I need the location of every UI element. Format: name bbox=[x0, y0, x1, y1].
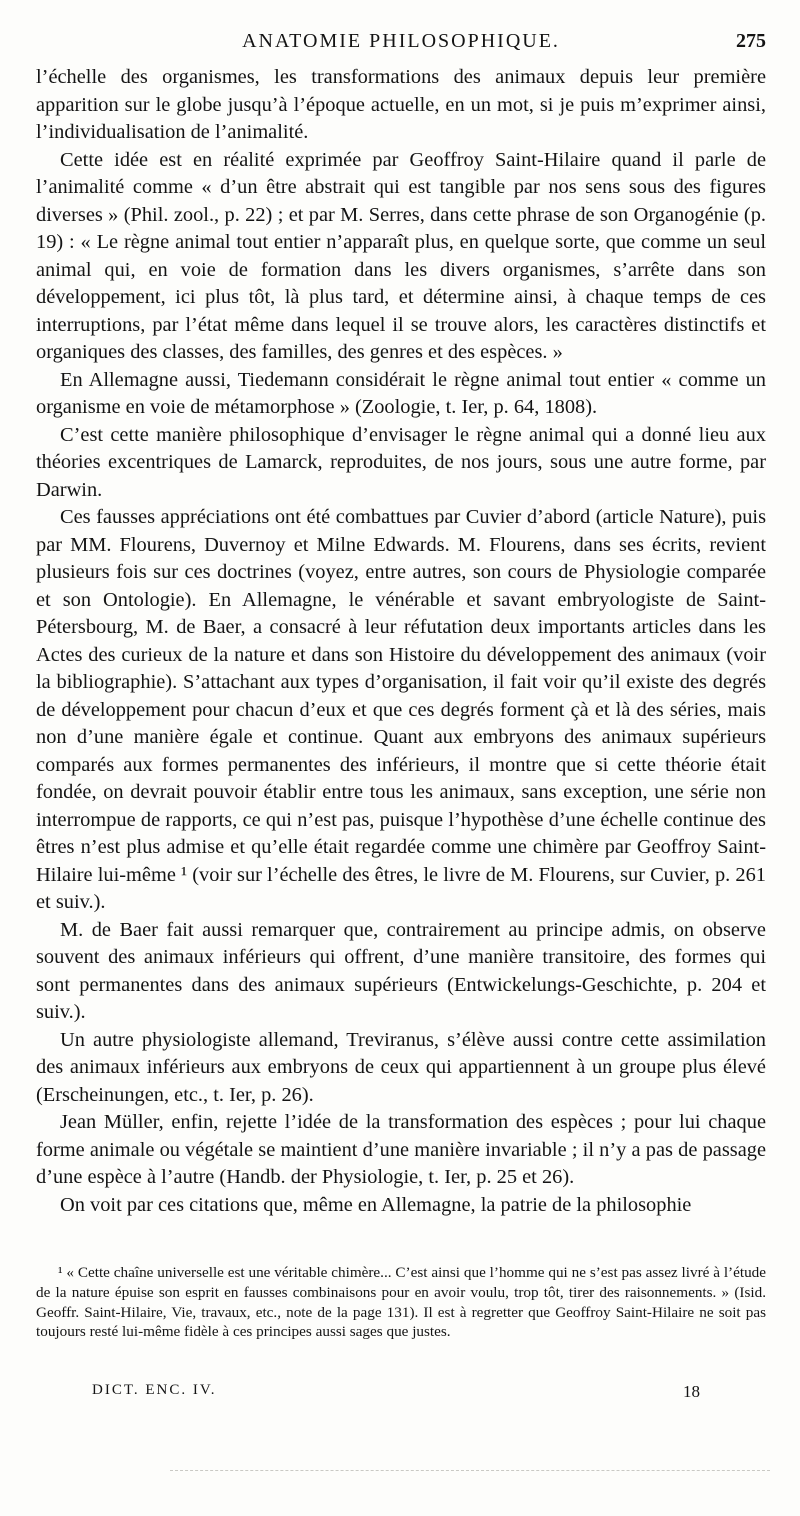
paragraph: Ces fausses appréciations ont été combattues par Cuvier d’abord (article Nature), puis par MM. Flourens, Duvernoy et Milne Edwards. M. Flourens, dans ses écrits, revient plusieurs fois sur ces doctrines (voyez, entre autres, son cours de Physiologie comparée et son Ontologie). En Allemagne, le vénérable et savant embryologiste de Saint-Pétersbourg, M. de Baer, a consacré à leur réfutation deux importants articles dans les Actes des curieux de la nature et dans son Histoire du développement des animaux (voir la bibliographie). S’attachant aux types d’organisation, il fait voir qu’il existe des degrés de développement pour chacun d’eux et que ces degrés forment çà et là des séries, mais non d’une manière égale et continue. Quant aux embryons des animaux supérieurs comparés aux formes permanentes des inférieurs, il montre que si cette théorie était fondée, on devrait pouvoir établir entre tous les animaux, sans exception, une série non interrompue de rapports, ce qui n’est pas, puisque l’hypothèse d’une échelle continue des êtres n’est plus admise et qu’elle était regardée comme une chimère par Geoffroy Saint-Hilaire lui-même ¹ (voir sur l’échelle des êtres, le livre de M. Flourens, sur Cuvier, p. 261 et suiv.). bbox=[36, 506, 766, 913]
page-number: 275 bbox=[736, 30, 766, 52]
sheet-number: 18 bbox=[683, 1382, 700, 1401]
paragraph: Jean Müller, enfin, rejette l’idée de la transformation des espèces ; pour lui chaque forme animale ou végétale se maintient d’une manière invariable ; il n’y a pas de passage d’une espèce à l’autre (Handb. der Physiologie, t. Ier, p. 25 et 26). bbox=[36, 1111, 766, 1188]
signature-mark: DICT. ENC. IV. bbox=[92, 1382, 217, 1398]
paragraph: M. de Baer fait aussi remarquer que, contrairement au principe admis, on observe souvent des animaux inférieurs qui offrent, d’une manière transitoire, des formes qui sont permanentes dans des animaux supérieurs (Entwickelungs-Geschichte, p. 204 et suiv.). bbox=[36, 918, 766, 1023]
running-title: ANATOMIE PHILOSOPHIQUE. bbox=[242, 30, 560, 52]
page-footer bbox=[92, 1382, 700, 1406]
paragraph: Cette idée est en réalité exprimée par Geoffroy Saint-Hilaire quand il parle de l’animalité comme « d’un être abstrait qui est tangible par nos sens sous des figures diverses » (Phil. zool., p. 22) ; et par M. Serres, dans cette phrase de son Organogénie (p. 19) : « Le règne animal tout entier n’apparaît plus, en quelque sorte, que comme un seul animal qui, en voie de formation dans les divers organismes, s’arrête dans son développement, ici plus tôt, là plus tard, et détermine ainsi, à chaque temps de ces interruptions, par l’état même dans lequel il se trouve alors, les caractères distinctifs et organiques des classes, des familles, des genres et des espèces. » bbox=[36, 148, 766, 363]
paragraph: Un autre physiologiste allemand, Treviranus, s’élève aussi contre cette assimilation des animaux inférieurs aux embryons de ceux qui appartiennent à un groupe plus élevé (Erscheinungen, etc., t. Ier, p. 26). bbox=[36, 1028, 766, 1106]
paragraph: l’échelle des organismes, les transformations des animaux depuis leur première apparition sur le globe jusqu’à l’époque actuelle, en un mot, si je puis m’exprimer ainsi, l’individualisation de l’animalité. bbox=[36, 66, 766, 143]
paragraph: C’est cette manière philosophique d’envisager le règne animal qui a donné lieu aux théories excentriques de Lamarck, reproduites, de nos jours, sous une autre forme, par Darwin. bbox=[36, 423, 766, 501]
main-text bbox=[36, 64, 766, 1219]
footnote: ¹ « Cette chaîne universelle est une véritable chimère... C’est ainsi que l’homme qui ne s’est pas assez livré à l’étude de la nature épuise son esprit en fausses combinaisons pour en avoir voulu, trop tôt, tirer des raisonnements. » (Isid. Geoffr. Saint-Hilaire, Vie, travaux, etc., note de la page 131). Il est à regretter que Geoffroy Saint-Hilaire ne soit pas toujours resté lui-même fidèle à ces principes aussi sages que justes. bbox=[36, 1264, 766, 1341]
paragraph: En Allemagne aussi, Tiedemann considérait le règne animal tout entier « comme un organisme en voie de métamorphose » (Zoologie, t. Ier, p. 64, 1808). bbox=[36, 368, 766, 418]
page-header bbox=[36, 30, 766, 58]
bleed-through-line bbox=[170, 1470, 770, 1472]
footnotes bbox=[36, 1263, 766, 1342]
paragraph: On voit par ces citations que, même en Allemagne, la patrie de la philosophie bbox=[60, 1193, 692, 1216]
